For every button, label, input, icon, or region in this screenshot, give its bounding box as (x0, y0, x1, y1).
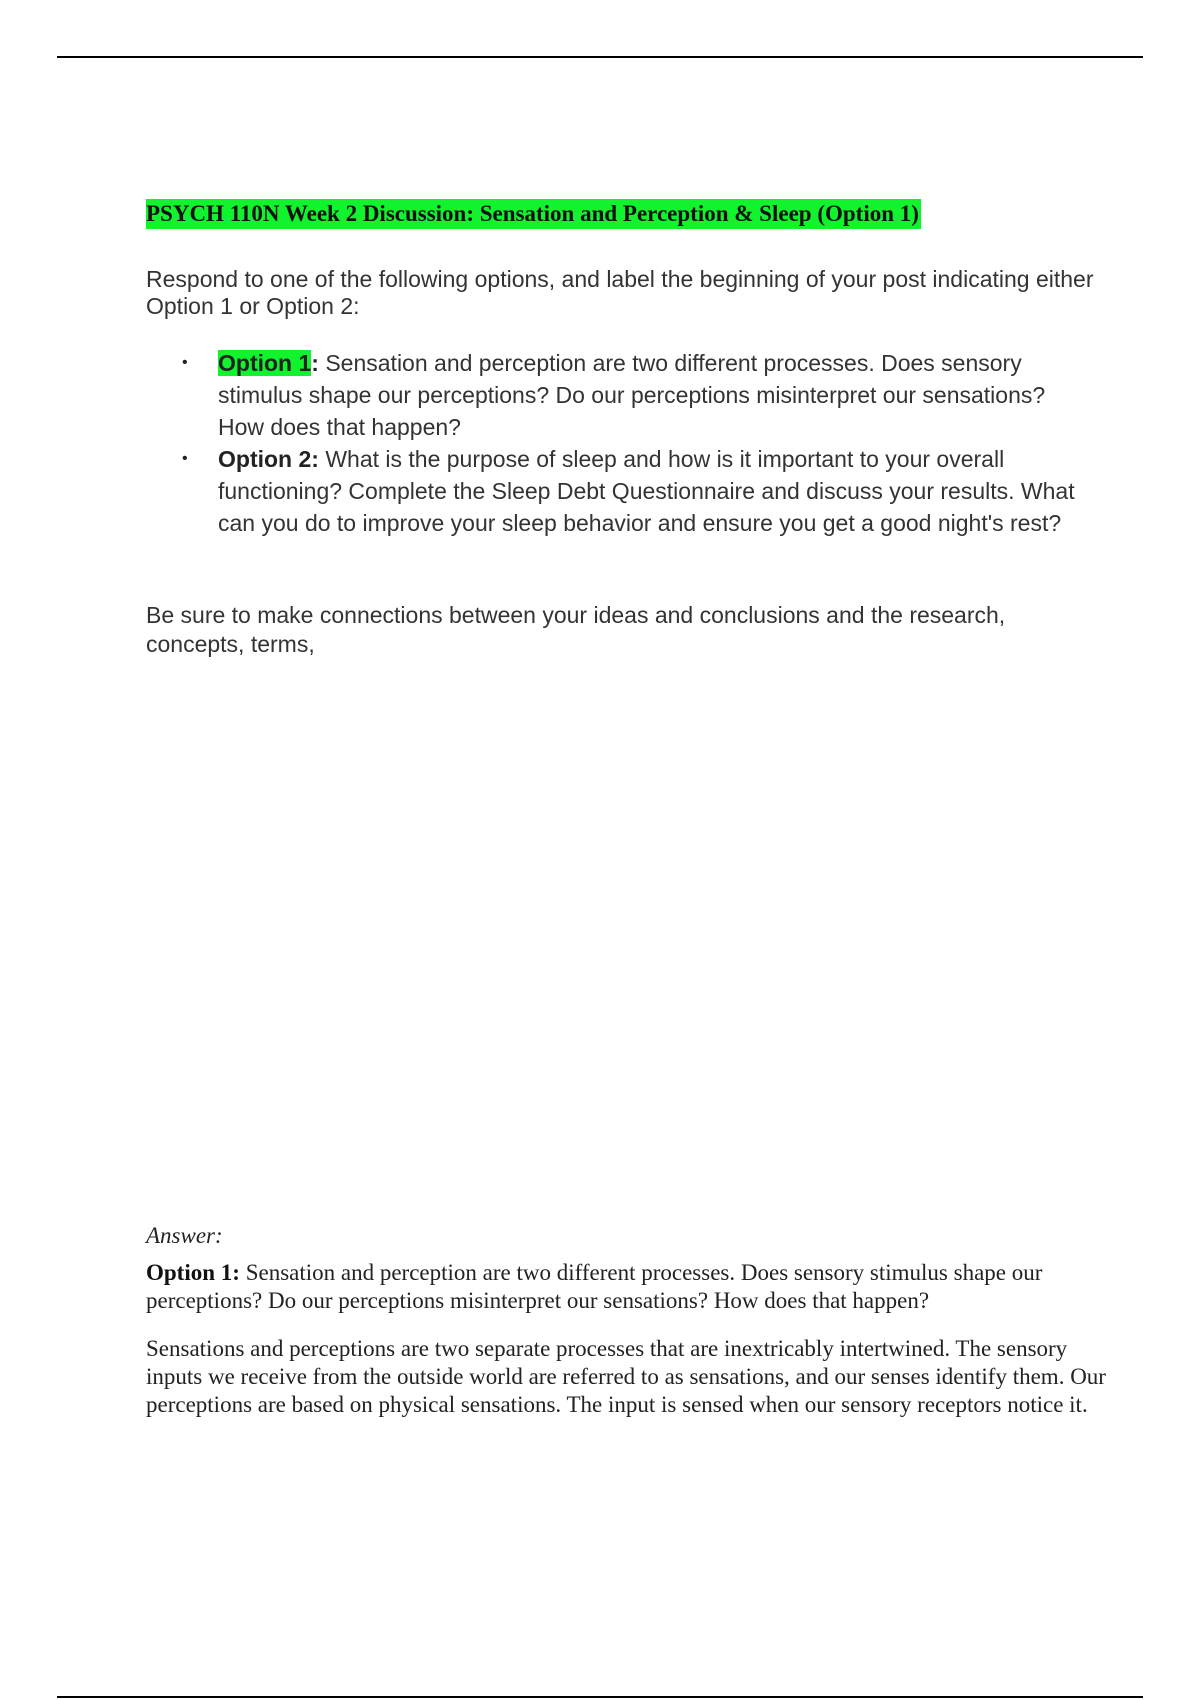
answer-question-text: Sensation and perception are two different processes. Does sensory stimulus shape our perceptions? Do our perceptions misinterpret our sensations? How does that happen? (146, 1260, 1043, 1313)
option-1-text: Sensation and perception are two different processes. Does sensory stimulus shape our perceptions? Do our perceptions misinterpret our sensations? How does that happen? (218, 350, 1046, 440)
option-1-label-colon: : (311, 350, 319, 376)
option-1-label (218, 350, 319, 376)
intro-paragraph: Respond to one of the following options, and label the beginning of your post indicating either Option 1 or Option 2: (146, 266, 1094, 319)
answer-question-label: Option 1: (146, 1260, 240, 1285)
bottom-page-rule (57, 1696, 1143, 1698)
answer-question (146, 1259, 1106, 1315)
top-page-rule (57, 56, 1143, 58)
answer-body: Sensations and perceptions are two separate processes that are inextricably intertwined. The sensory inputs we receive from the outside world are referred to as sensations, and our senses identify them. Our perceptions are based on physical sensations. The input is sensed when our sensory receptors notice it. (146, 1336, 1106, 1417)
closing-paragraph: Be sure to make connections between your ideas and conclusions and the research, concepts, terms, (146, 602, 1006, 657)
options-list (146, 347, 1096, 539)
option-1-item (146, 347, 1096, 443)
option-2-text: What is the purpose of sleep and how is it important to your overall functioning? Complete the Sleep Debt Questionnaire and discuss your results. What can you do to improve your sleep behavior and ensure you get a good night's rest? (218, 446, 1075, 536)
bullet-icon: • (182, 354, 188, 371)
option-2-label: Option 2: (218, 446, 319, 472)
option-2-item (146, 443, 1096, 539)
document-title: PSYCH 110N Week 2 Discussion: Sensation and Perception & Sleep (Option 1) (146, 199, 921, 229)
answer-label: Answer: (146, 1223, 223, 1248)
bullet-icon: • (182, 450, 188, 467)
option-1-label-highlight: Option 1 (218, 350, 312, 376)
